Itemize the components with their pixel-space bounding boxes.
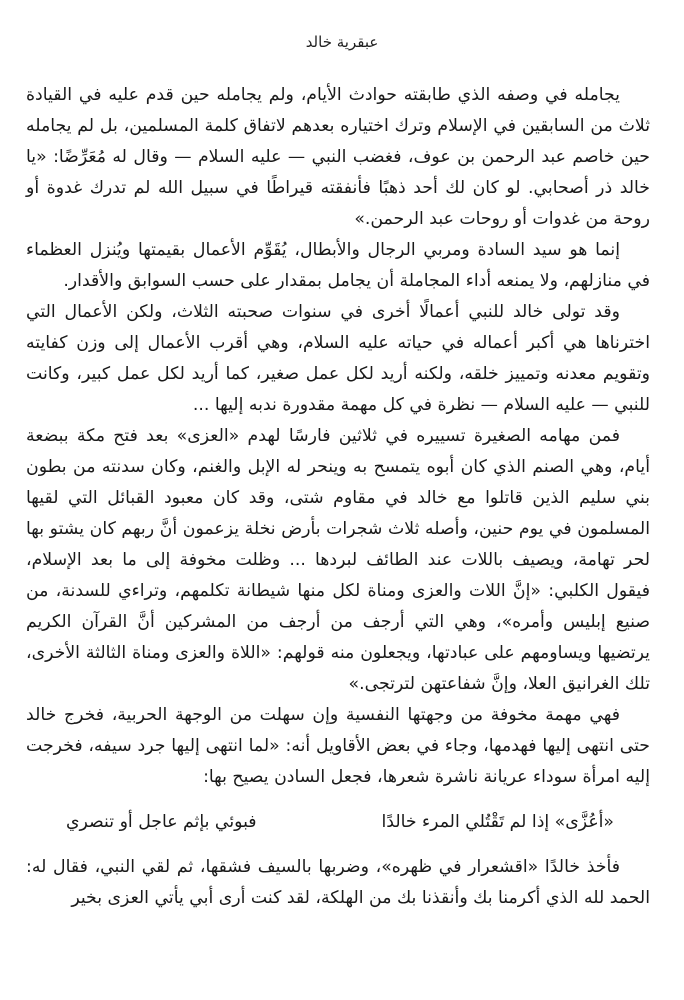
paragraph: إنما هو سيد السادة ومربي الرجال والأبطال، يُقَوِّم الأعمال بقيمتها ويُنزل العظماء في منازلهم، ولا يمنعه أداء المجاملة أن يجامل بمقدار على حسب السوابق والأقدار. <box>26 240 650 291</box>
running-head-title: عبقرية خالد <box>305 33 379 51</box>
paragraph: يجامله في وصفه الذي طابقته حوادث الأيام، ولم يجامله حين قدم عليه في القيادة ثلاث من السابقين في الإسلام وترك اختياره بعدهم لاتفاق كلمة المسلمين، بل لم يجامله حين خاصم عبد الرحمن بن عوف، فغضب النبي — عليه السلام — وقال له مُعَرِّضًا: «يا خالد ذر أصحابي. لو كان لك أحد ذهبًا فأنفقته قيراطًا في سبيل الله لم تدرك غدوة أو روحة من غدوات أو روحات عبد الرحمن.» <box>26 85 650 229</box>
verse-first-hemistich: «أعُزَّى» إذا لم تَقْتُلي المرء خالدًا <box>381 812 614 832</box>
paragraph: وقد تولى خالد للنبي أعمالًا أخرى في سنوات صحبته الثلاث، ولكن الأعمال التي اخترناها هي أكبر أعماله في حياته عليه السلام، وهي أقرب الأعمال إلى وزن كفايته وتقويم معدنه وتمييز خلقه، ولكنه أريد لكل عمل صغير، كما أريد لكل عمل كبير، وكانت للنبي — عليه السلام — نظرة في كل مهمة مقدورة ندبه إليها ... <box>26 302 650 415</box>
paragraph: فمن مهامه الصغيرة تسييره في ثلاثين فارسًا لهدم «العزى» بعد فتح مكة ببضعة أيام، وهي الصنم الذي كان أبوه يتمسح به وينحر له الإبل والغنم، وكان سدنته من بطون بني سليم الذين قاتلوا مع خالد في مقاوم شتى، وقد كان معبود القبائل التي لقيها المسلمون في يوم حنين، وأصله ثلاث شجرات بأرض نخلة يزعمون أنَّ ربهم كان يشتو بها لحر تهامة، ويصيف باللات عند الطائف لبردها ... وظلت مخوفة إلى ما بعد الإسلام، فيقول الكلبي: «إنَّ اللات والعزى ومناة لكل منها شيطانة تكلمهم، وتراءي للسدنة، من صنيع إبليس وأمره»، وهي التي أرجف من أرجف من المشركين أنَّ القرآن الكريم يرتضيها ويساومهم على عبادتها، ويجعلون منه قولهم: «اللاة والعزى ومناة الثالثة الأخرى، تلك الغرانيق العلا، وإنَّ شفاعتهن لترتجى.» <box>26 426 650 694</box>
paragraph: فهي مهمة مخوفة من وجهتها النفسية وإن سهلت من الوجهة الحربية، فخرج خالد حتى انتهى إليها فهدمها، وجاء في بعض الأقاويل أنه: «لما انتهى إليها جرد سيفه، فخرجت إليه امرأة سوداء عريانة ناشرة شعرها، فجعل السادن يصيح بها: <box>26 705 650 787</box>
paragraph: فأخذ خالدًا «اقشعرار في ظهره»، وضربها بالسيف فشقها، ثم لقي النبي، فقال له: الحمد لله الذي أكرمنا بك وأنقذنا بك من الهلكة، لقد كنت أرى أبي يأتي العزى بخير <box>26 857 650 908</box>
verse-second-hemistich: فبوئي بإثم عاجل أو تنصري <box>66 812 257 832</box>
poetry-verse <box>26 807 650 838</box>
body-text <box>26 80 650 914</box>
